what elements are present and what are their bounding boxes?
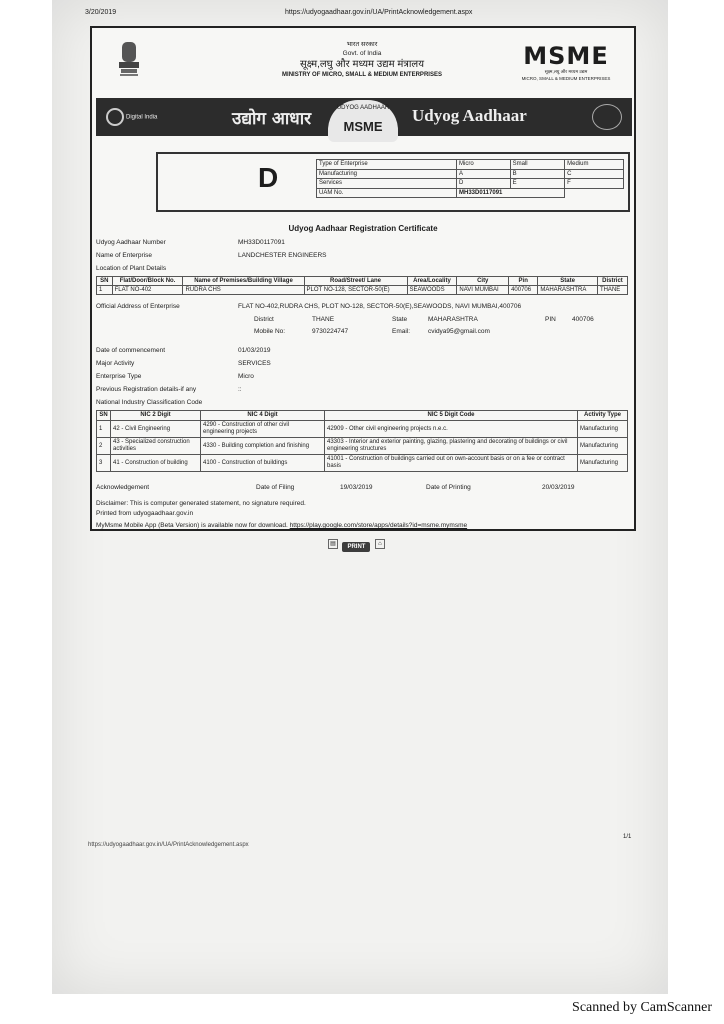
district-label: District [254,316,274,323]
major-activity: SERVICES [238,360,271,367]
table-row: Type of Enterprise Micro Small Medium [317,160,624,170]
home-icon[interactable]: ⌂ [375,539,385,549]
print-bar [328,535,385,553]
english-gov: Govt. of India [342,50,382,57]
table-row: Manufacturing A B C [317,169,624,179]
filing-label: Date of Filing [256,484,295,491]
printed-from: Printed from udyogaadhaar.gov.in [96,510,194,517]
gov-header [92,28,634,96]
banner-english-title: Udyog Aadhaar [412,106,527,125]
pin-label: PIN [545,316,556,323]
national-emblem-icon [116,40,142,80]
print-button[interactable]: PRINT [342,542,370,552]
mobile-label: Mobile No: [254,328,286,335]
hindi-gov: भारत सरकार [346,41,378,48]
official-address-label: Official Address of Enterprise [96,303,180,310]
disclaimer: Disclaimer: This is computer generated statement, no signature required. [96,500,306,507]
print-date: 3/20/2019 [85,9,117,16]
printing-label: Date of Printing [426,484,471,491]
district: THANE [312,316,335,323]
prev-reg: :: [238,386,242,393]
aadhaar-number-label: Udyog Aadhaar Number [96,239,166,246]
pin: 400706 [572,316,594,323]
enterprise-type-label: Enterprise Type [96,373,142,380]
make-in-india-icon [592,104,622,130]
email: cvidya95@gmail.com [428,328,490,335]
category-table [316,159,624,198]
hindi-ministry: सूक्ष्म,लघु और मध्यम उद्यम मंत्रालय [299,59,425,70]
camscanner-watermark: Scanned by CamScanner [572,1000,712,1015]
app-note [96,522,467,529]
enterprise-type: Micro [238,373,254,380]
app-note-text: MyMsme Mobile App (Beta Version) is available now for download. [96,522,288,529]
nic-label: National Industry Classification Code [96,399,203,406]
printer-icon[interactable]: ▤ [328,539,338,549]
official-address: FLAT NO-402,RUDRA CHS, PLOT NO-128, SECTOR-50(E),SEAWOODS, NAVI MUMBAI,400706 [238,303,522,310]
table-row: 1 42 - Civil Engineering 4290 - Construction of other civil engineering projects 42909 - Other civil engineering projects n.e.c. Manufacturing [97,421,628,438]
digital-india-logo: Digital India [106,108,157,126]
mobile: 9730224747 [312,328,349,335]
msme-logo-hindi: सूक्ष्म,लघु और मध्यम उद्यम [544,69,588,74]
ministry-name: MINISTRY OF MICRO, SMALL & MEDIUM ENTERPRISES [282,72,442,78]
category-letter: D [258,162,279,193]
digital-india-icon [106,108,124,126]
footer-url: https://udyogaadhaar.gov.in/UA/PrintAcknowledgement.aspx [88,842,249,848]
banner-hindi-title: उद्योग आधार [232,109,312,129]
msme-logo [507,44,625,82]
email-label: Email: [392,328,411,335]
ministry-title [242,40,482,80]
enterprise-name-label: Name of Enterprise [96,252,152,259]
nic-table [96,410,628,472]
page-count: 1/1 [623,834,632,840]
location-table [96,276,628,295]
udyog-banner [96,98,632,136]
major-activity-label: Major Activity [96,360,135,367]
table-row: 2 43 - Specialized construction activities 4330 - Building completion and finishing 43303 - Interior and exterior painting, glazing, plastering and decorating of buildings or civil engineering structures Manufacturing [97,438,628,455]
prev-reg-label: Previous Registration details-if any [96,386,197,393]
ack-label: Acknowledgement [96,484,150,491]
table-row: 3 41 - Construction of building 4100 - Construction of buildings 41001 - Construction of buildings carried out on own-account basis or on a fee or contract basis Manufacturing [97,455,628,472]
table-row: Services D E F [317,179,624,189]
printing-date: 20/03/2019 [542,484,575,491]
print-url: https://udyogaadhaar.gov.in/UA/PrintAcknowledgement.aspx [285,9,473,16]
table-row: UAM No. MH33D0117091 [317,188,624,198]
filing-date: 19/03/2019 [340,484,373,491]
location-label: Location of Plant Details [96,265,167,272]
certificate-title: Udyog Aadhaar Registration Certificate [288,224,438,233]
enterprise-category-box [156,152,630,212]
app-download-link[interactable]: https://play.google.com/store/apps/details?id=msme.mymsme [289,522,468,529]
seal-label: MSME [343,119,383,134]
certificate [90,26,636,531]
commencement: 01/03/2019 [238,347,271,354]
udyog-seal [328,100,398,142]
msme-logo-mark: MSME [523,42,609,70]
state-label: State [392,316,408,323]
state: MAHARASHTRA [428,316,478,323]
table-header: SN Flat/Door/Block No. Name of Premises/Building Village Road/Street/ Lane Area/Locality City Pin State District [97,277,628,286]
msme-logo-caption: MICRO, SMALL & MEDIUM ENTERPRISES [521,76,611,81]
table-header: SN NIC 2 Digit NIC 4 Digit NIC 5 Digit Code Activity Type [97,411,628,421]
seal-text: UDYOG AADHAAR [336,105,390,111]
enterprise-name: LANDCHESTER ENGINEERS [238,252,327,259]
aadhaar-number: MH33D0117091 [238,239,285,246]
table-row: 1 FLAT NO-402 RUDRA CHS PLOT NO-128, SECTOR-50(E) SEAWOODS NAVI MUMBAI 400706 MAHARASHTRA THANE [97,286,628,295]
commencement-label: Date of commencement [96,347,166,354]
